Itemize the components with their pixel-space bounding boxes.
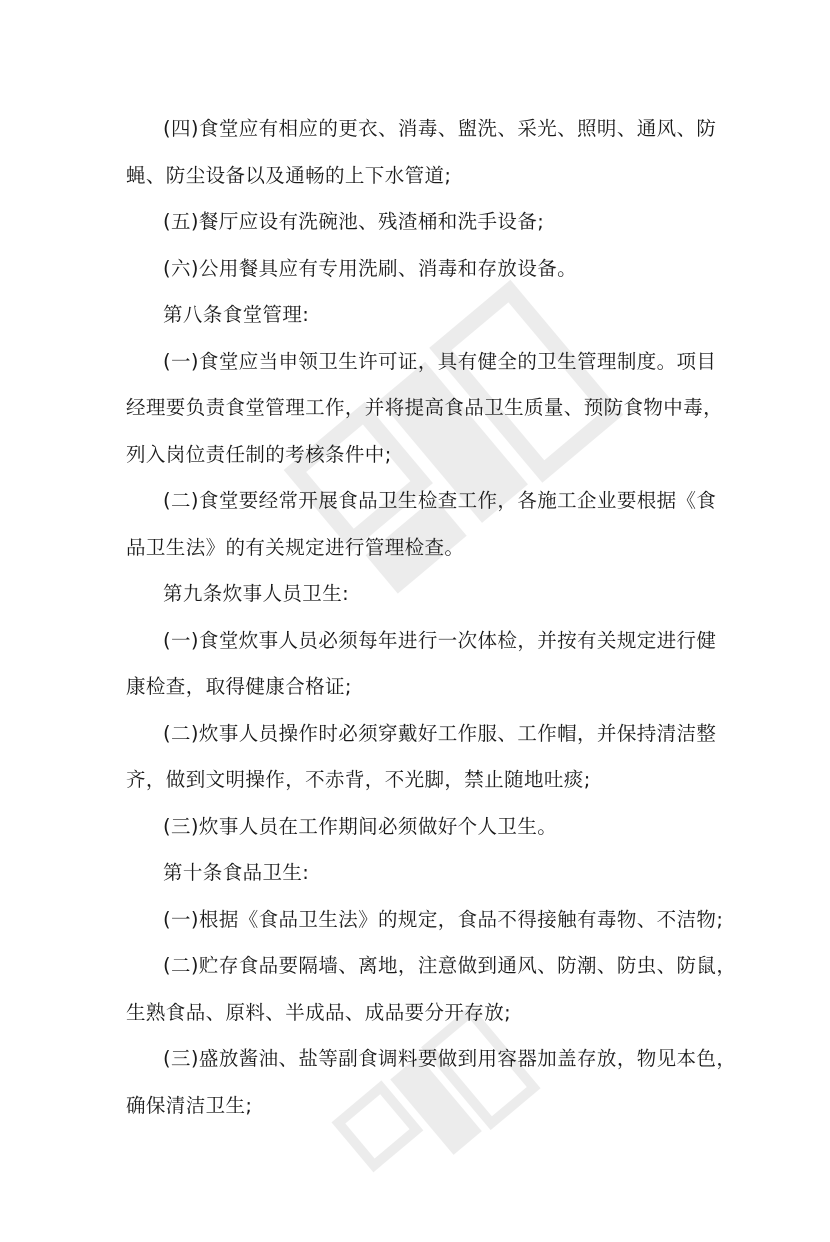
paragraph-line: (三)盛放酱油、盐等副食调料要做到用容器加盖存放，物见本色， bbox=[163, 1047, 737, 1070]
paragraph-line: (二)炊事人员操作时必须穿戴好工作服、工作帽，并保持清洁整 bbox=[163, 721, 717, 745]
paragraph-line: 康检查，取得健康合格证; bbox=[126, 675, 352, 698]
paragraph-line: 确保清洁卫生; bbox=[126, 1093, 253, 1117]
paragraph-line: (一)食堂应当申领卫生许可证，具有健全的卫生管理制度。项目 bbox=[163, 349, 717, 373]
paragraph-line: 经理要负责食堂管理工作，并将提高食品卫生质量、预防食物中毒， bbox=[126, 396, 724, 419]
paragraph-line: 列入岗位责任制的考核条件中; bbox=[126, 442, 392, 466]
paragraph-line: 生熟食品、原料、半成品、成品要分开存放; bbox=[126, 1000, 512, 1024]
paragraph-line: (二)贮存食品要隔墙、离地，注意做到通风、防潮、防虫、防鼠， bbox=[163, 954, 737, 977]
document-body bbox=[0, 106, 830, 1129]
paragraph-line: (六)公用餐具应有专用洗刷、消毒和存放设备。 bbox=[163, 256, 578, 280]
section-heading: 第八条食堂管理: bbox=[163, 303, 310, 326]
paragraph-line: (五)餐厅应设有洗碗池、残渣桶和洗手设备; bbox=[163, 210, 545, 233]
paragraph-line: (二)食堂要经常开展食品卫生检查工作，各施工企业要根据《食 bbox=[163, 489, 717, 512]
paragraph-line: 品卫生法》的有关规定进行管理检查。 bbox=[126, 535, 465, 559]
paragraph-line: (三)炊事人员在工作期间必须做好个人卫生。 bbox=[163, 814, 558, 838]
paragraph-line: (四)食堂应有相应的更衣、消毒、盥洗、采光、照明、通风、防 bbox=[163, 117, 717, 140]
paragraph-line: (一)根据《食品卫生法》的规定，食品不得接触有毒物、不洁物; bbox=[163, 907, 724, 931]
paragraph-line: (一)食堂炊事人员必须每年进行一次体检，并按有关规定进行健 bbox=[163, 628, 717, 652]
section-heading: 第九条炊事人员卫生: bbox=[163, 582, 350, 605]
section-heading: 第十条食品卫生: bbox=[163, 861, 310, 884]
paragraph-line: 蝇、防尘设备以及通畅的上下水管道; bbox=[126, 163, 452, 187]
paragraph-line: 齐，做到文明操作，不赤背，不光脚，禁止随地吐痰; bbox=[126, 768, 591, 791]
